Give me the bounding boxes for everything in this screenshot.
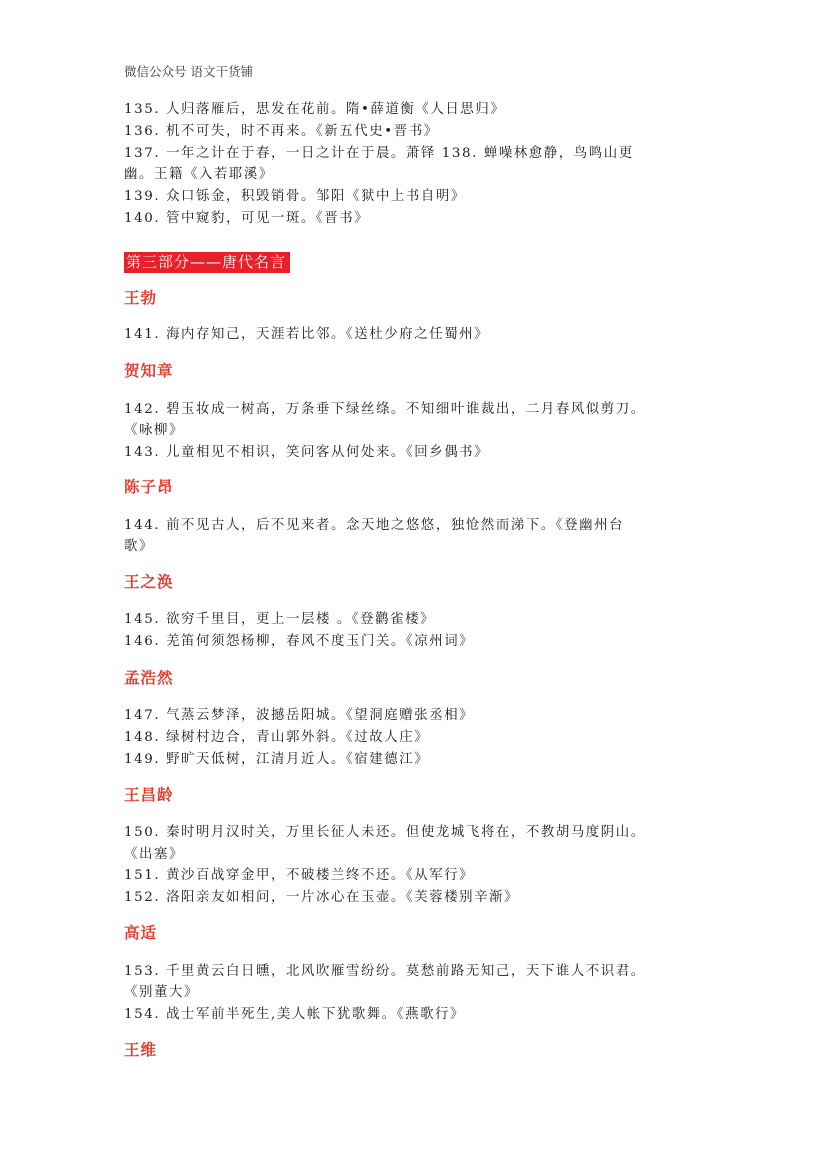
poet-heading: 王昌龄 xyxy=(124,786,174,804)
page-header: 微信公众号 语文干货铺 xyxy=(124,64,253,79)
text-line: 《咏柳》 xyxy=(124,423,184,438)
text-line: 137. 一年之计在于春，一日之计在于晨。萧铎 138. 蝉噪林愈静，鸟鸣山更 xyxy=(124,146,634,161)
text-line: 144. 前不见古人，后不见来者。念天地之悠悠，独怆然而涕下。《登幽州台 xyxy=(124,518,625,533)
text-line: 152. 洛阳亲友如相问，一片冰心在玉壶。《芙蓉楼别辛渐》 xyxy=(124,890,520,905)
text-line: 147. 气蒸云梦泽，波撼岳阳城。《望洞庭赠张丞相》 xyxy=(124,708,475,723)
text-line: 幽。王籍《入若耶溪》 xyxy=(124,167,274,182)
text-line: 151. 黄沙百战穿金甲，不破楼兰终不还。《从军行》 xyxy=(124,868,475,883)
text-line: 145. 欲穷千里目，更上一层楼 。《登鹳雀楼》 xyxy=(124,612,436,627)
text-line: 135. 人归落雁后，思发在花前。隋•薛道衡《人日思归》 xyxy=(124,102,506,117)
poet-heading: 陈子昂 xyxy=(124,478,174,496)
text-line: 146. 羌笛何须怨杨柳，春风不度玉门关。《凉州词》 xyxy=(124,634,475,649)
text-line: 《别董大》 xyxy=(124,985,199,1000)
poet-heading: 高适 xyxy=(124,924,158,942)
text-line: 歌》 xyxy=(124,539,154,554)
text-line: 142. 碧玉妆成一树高，万条垂下绿丝绦。不知细叶谁裁出，二月春风似剪刀。 xyxy=(124,402,646,417)
text-line: 《出塞》 xyxy=(124,847,184,862)
poet-heading: 王之涣 xyxy=(124,573,174,591)
text-line: 136. 机不可失，时不再来。《新五代史•晋书》 xyxy=(124,124,439,139)
poet-heading: 王维 xyxy=(124,1041,158,1059)
section-title: 第三部分——唐代名言 xyxy=(124,252,290,273)
text-line: 148. 绿树村边合，青山郭外斜。《过故人庄》 xyxy=(124,730,430,745)
text-line: 140. 管中窥豹，可见一斑。《晋书》 xyxy=(124,211,370,226)
text-line: 154. 战士军前半死生,美人帐下犹歌舞。《燕歌行》 xyxy=(124,1007,466,1022)
poet-heading: 贺知章 xyxy=(124,362,174,380)
text-line: 141. 海内存知己，天涯若比邻。《送杜少府之任蜀州》 xyxy=(124,327,490,342)
text-line: 149. 野旷天低树，江清月近人。《宿建德江》 xyxy=(124,752,430,767)
poet-heading: 孟浩然 xyxy=(124,669,174,687)
text-line: 143. 儿童相见不相识，笑问客从何处来。《回乡偶书》 xyxy=(124,445,490,460)
poet-heading: 王勃 xyxy=(124,289,158,307)
text-line: 150. 秦时明月汉时关，万里长征人未还。但使龙城飞将在，不教胡马度阴山。 xyxy=(124,825,646,840)
text-line: 139. 众口铄金，积毁销骨。邹阳《狱中上书自明》 xyxy=(124,189,466,204)
text-line: 153. 千里黄云白日曛，北风吹雁雪纷纷。莫愁前路无知己，天下谁人不识君。 xyxy=(124,964,646,979)
